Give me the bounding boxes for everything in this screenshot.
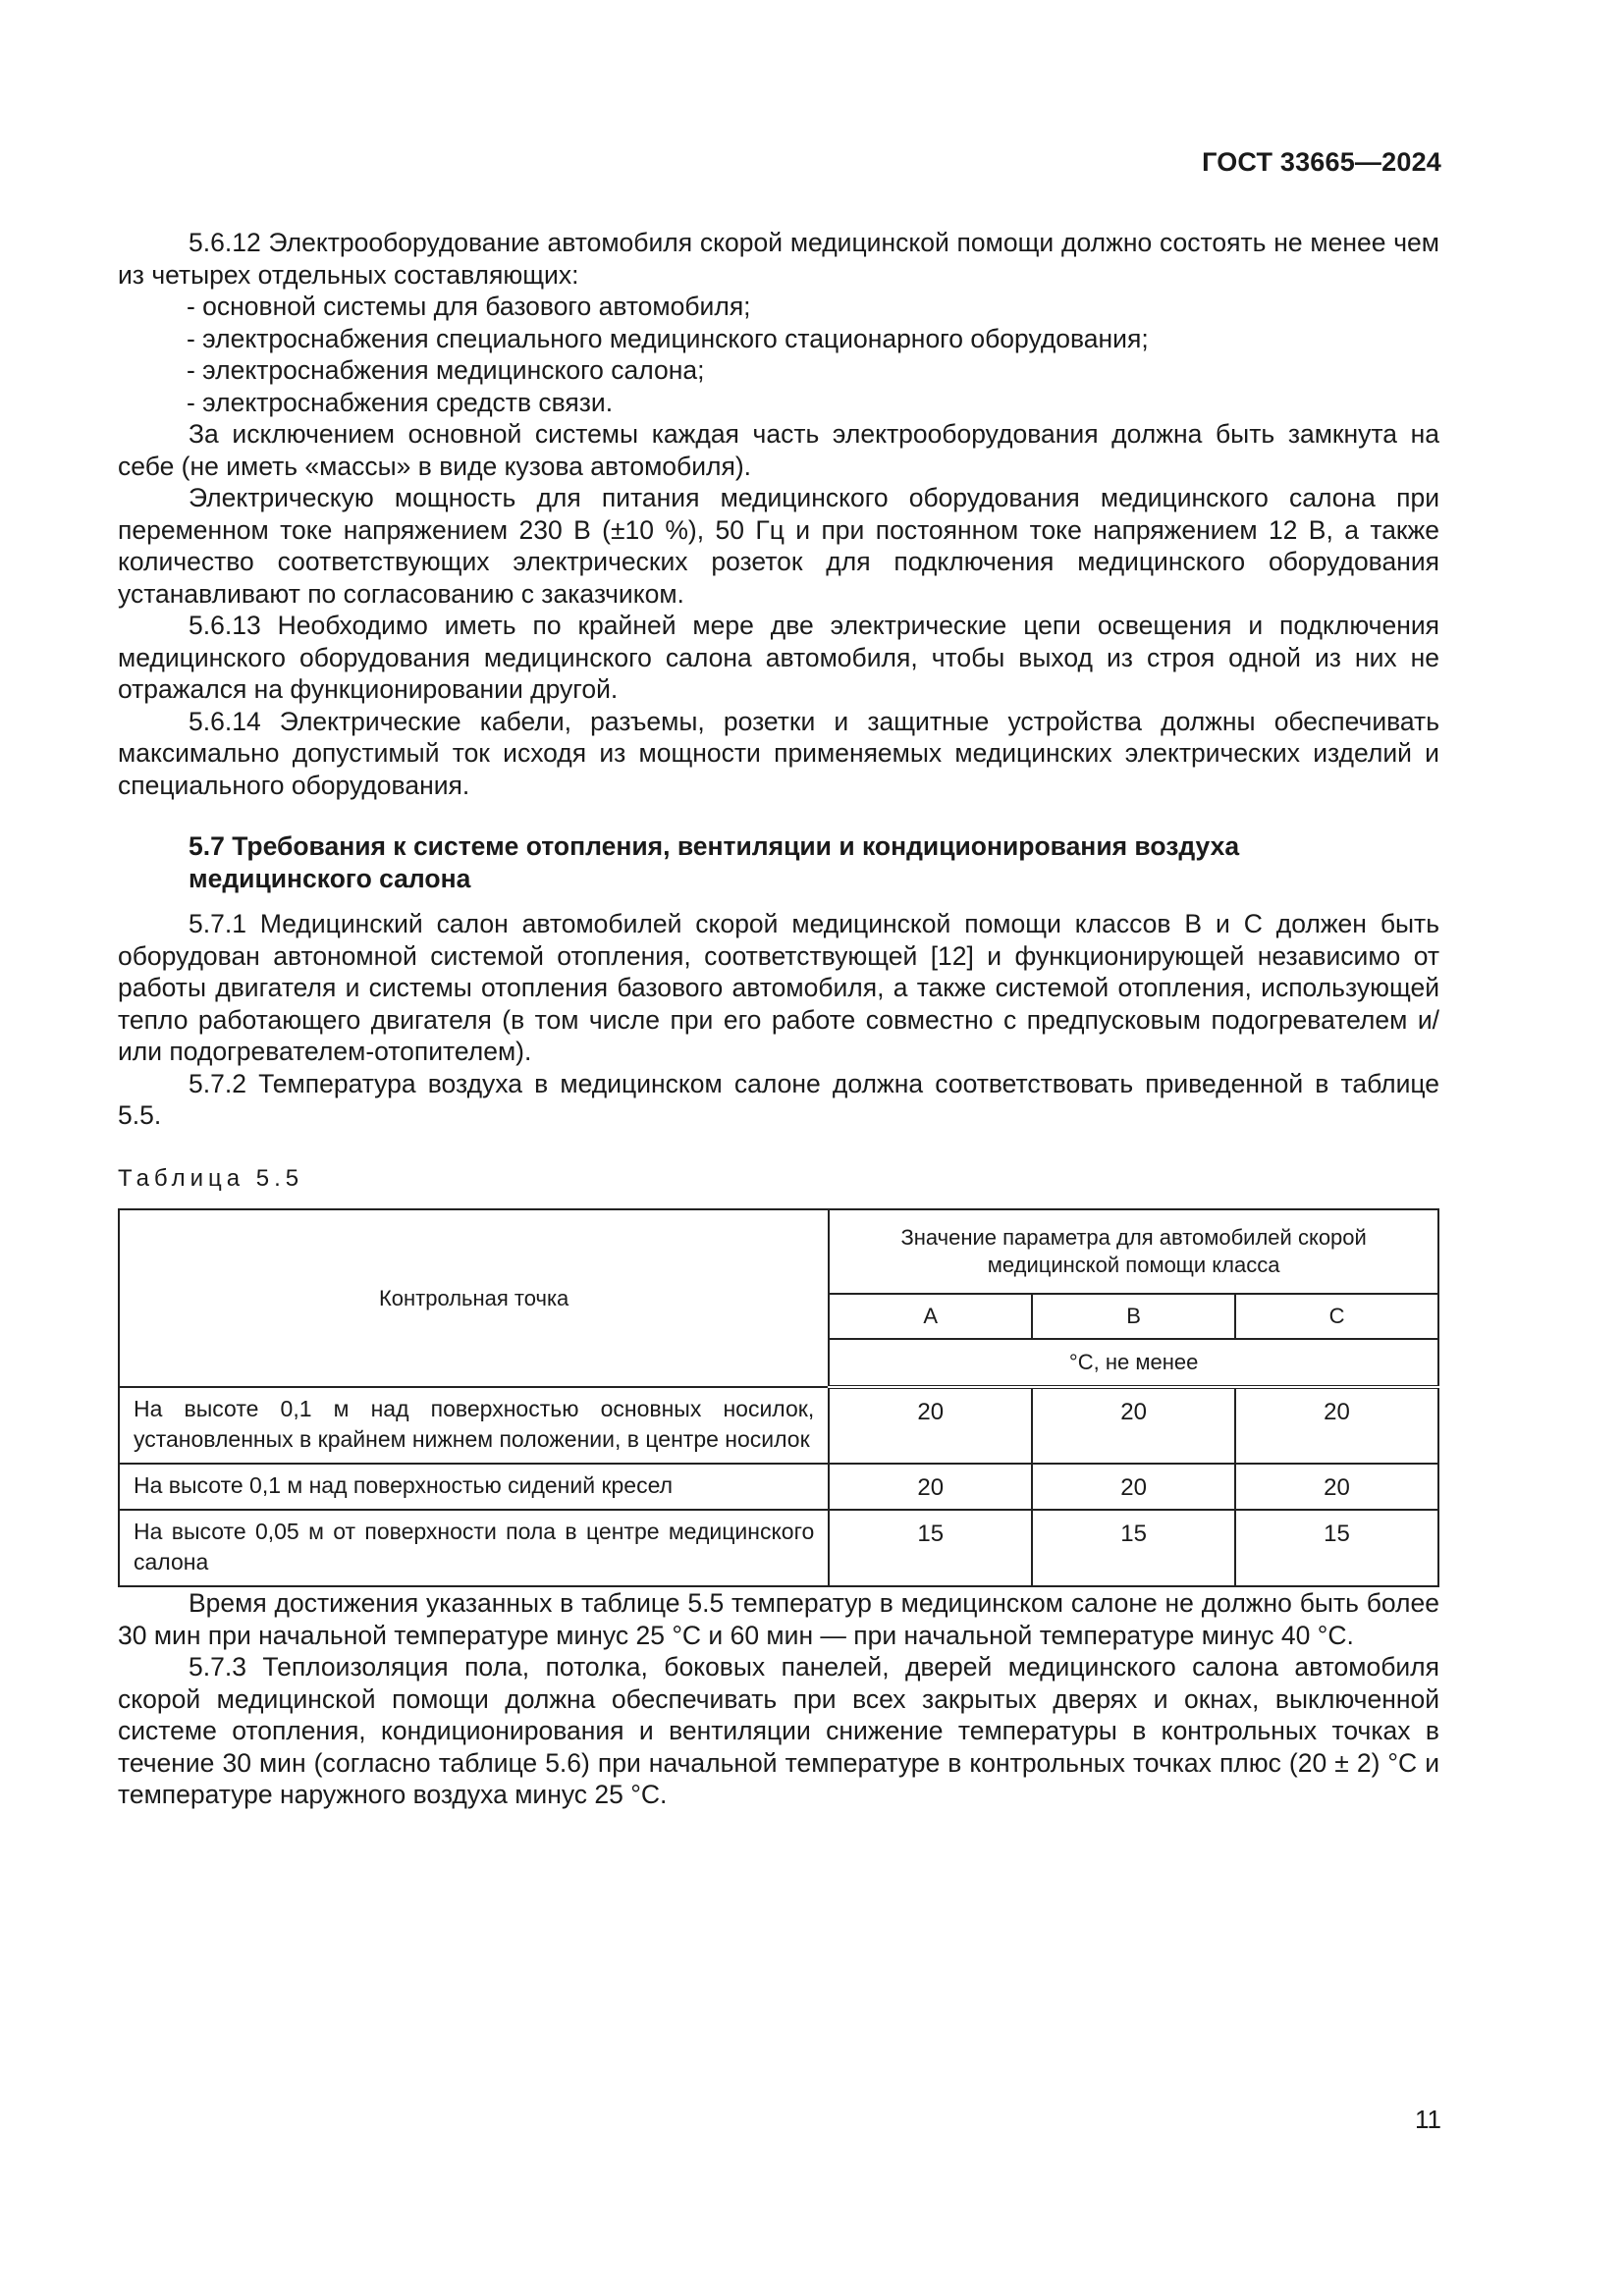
table-cell-value: 15 <box>1032 1510 1235 1586</box>
table-cell-value: 20 <box>1032 1387 1235 1464</box>
section-heading-line: 5.7 Требования к системе отопления, вентиляции и кондиционирования воздуха <box>189 831 1240 861</box>
list-item: - электроснабжения средств связи. <box>187 387 614 417</box>
table-cell-value: 20 <box>1032 1464 1235 1510</box>
table-cell-value: 20 <box>1235 1387 1438 1464</box>
list-item: - электроснабжения специального медицинского стационарного оборудования; <box>187 323 1149 353</box>
section-heading-5-7 <box>118 830 1439 894</box>
table-row <box>119 1510 1438 1586</box>
table-cell-value: 15 <box>1235 1510 1438 1586</box>
table-cell-label: На высоте 0,1 м над поверхностью сидений кресел <box>119 1464 829 1510</box>
table-header-parameter-value: Значение параметра для автомобилей скорой медицинской помощи класса <box>829 1209 1438 1294</box>
table-header-unit: °С, не менее <box>829 1339 1438 1387</box>
paragraph-heating-time: Время достижения указанных в таблице 5.5 температур в медицинском салоне не должно быть более 30 мин при начальной температуре минус 25 °С и 60 мин — при начальной температуре минус 40 °С. <box>118 1588 1439 1650</box>
table-header-class: В <box>1032 1294 1235 1339</box>
section-heading-line: медицинского салона <box>189 863 471 893</box>
table-caption: Таблица 5.5 <box>118 1164 304 1192</box>
table-header-class: А <box>829 1294 1032 1339</box>
document-code-header: ГОСТ 33665—2024 <box>1202 147 1441 177</box>
table-cell-value: 20 <box>1235 1464 1438 1510</box>
list-item: - электроснабжения медицинского салона; <box>187 355 705 385</box>
table-cell-label: На высоте 0,1 м над поверхностью основных носилок, установленных в крайнем нижнем положении, в центре носилок <box>119 1387 829 1464</box>
table-row <box>119 1464 1438 1510</box>
list-item: - основной системы для базового автомобиля; <box>187 292 751 321</box>
table-header-class: С <box>1235 1294 1438 1339</box>
table-cell-value: 20 <box>829 1464 1032 1510</box>
table-cell-value: 15 <box>829 1510 1032 1586</box>
document-body <box>118 227 1439 1811</box>
table-header-control-point: Контрольная точка <box>119 1209 829 1387</box>
paragraph-5-6-14: 5.6.14 Электрические кабели, разъемы, розетки и защитные устройства должны обеспечивать максимально допустимый ток исходя из мощности применяемых медицинских электрических изделий и специального оборудования. <box>118 706 1439 800</box>
paragraph-5-7-2: 5.7.2 Температура воздуха в медицинском салоне должна соответствовать приведенной в таблице 5.5. <box>118 1068 1439 1130</box>
table-cell-value: 20 <box>829 1387 1032 1464</box>
paragraph-5-6-13: 5.6.13 Необходимо иметь по крайней мере две электрические цепи освещения и подключения медицинского оборудования медицинского салона автомобиля, чтобы выход из строя одной из них не отражался на функционировании другой. <box>118 611 1439 704</box>
temperature-table <box>118 1208 1439 1587</box>
paragraph-closed-circuit: За исключением основной системы каждая часть электрооборудования должна быть замкнута на себе (не иметь «массы» в виде кузова автомобиля). <box>118 419 1439 481</box>
table-cell-label: На высоте 0,05 м от поверхности пола в центре медицинского салона <box>119 1510 829 1586</box>
paragraph-5-6-12: 5.6.12 Электрооборудование автомобиля скорой медицинской помощи должно состоять не менее чем из четырех отдельных составляющих: <box>118 228 1439 290</box>
page-number: 11 <box>1415 2105 1441 2134</box>
paragraph-5-7-1: 5.7.1 Медицинский салон автомобилей скорой медицинской помощи классов В и С должен быть оборудован автономной системой отопления, соответствующей [12] и функционирующей независимо от работы двигателя и системы отопления базового автомобиля, а также системой отопления, использующей тепло работающего двигателя (в том числе при его работе совместно с предпусковым подогревателем и/или подогревателем-отопителем). <box>118 909 1439 1066</box>
table-row <box>119 1387 1438 1464</box>
paragraph-electric-power: Электрическую мощность для питания медицинского оборудования медицинского салона при переменном токе напряжением 230 В (±10 %), 50 Гц и при постоянном токе напряжением 12 В, а также количество соответствующих электрических розеток для подключения медицинского оборудования устанавливают по согласованию с заказчиком. <box>118 483 1439 609</box>
paragraph-5-7-3: 5.7.3 Теплоизоляция пола, потолка, боковых панелей, дверей медицинского салона автомобиля скорой медицинской помощи должна обеспечивать при всех закрытых дверях и окнах, выключенной системе отопления, кондиционирования и вентиляции снижение температуры в контрольных точках в течение 30 мин (согласно таблице 5.6) при начальной температуре в контрольных точках плюс (20 ± 2) °С и температуре наружного воздуха минус 25 °С. <box>118 1652 1439 1809</box>
